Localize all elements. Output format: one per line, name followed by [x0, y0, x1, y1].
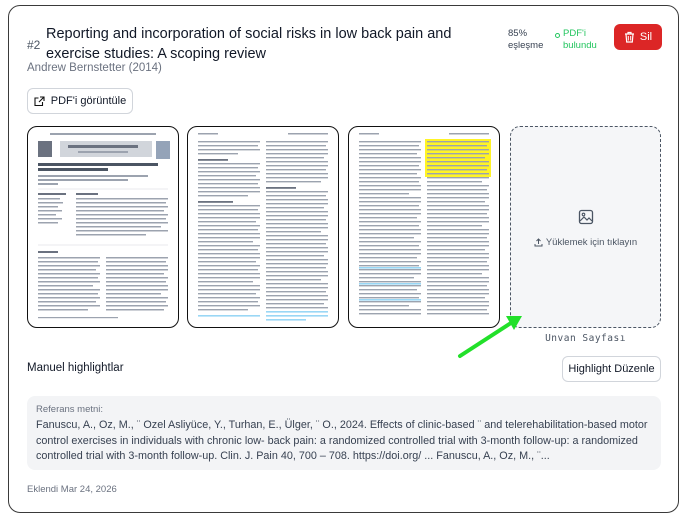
pdf-status-line1: PDF'i — [563, 28, 586, 39]
page-thumbnail-2[interactable] — [187, 126, 339, 328]
trash-icon — [624, 31, 635, 43]
reference-text-box — [27, 396, 661, 470]
page-thumbnail-3[interactable] — [348, 126, 500, 328]
added-date: Eklendi Mar 24, 2026 — [27, 484, 117, 495]
view-pdf-label: PDF'i görüntüle — [50, 95, 127, 107]
reference-label: Referans metni: — [36, 404, 104, 415]
external-link-icon — [34, 96, 45, 107]
image-icon — [578, 209, 594, 225]
reference-card — [8, 5, 679, 513]
match-percent: 85% — [508, 28, 528, 39]
upload-label: Yüklemek için tıklayın — [545, 237, 638, 248]
paper-title: Reporting and incorporation of social risks in low back pain and exercise studies: A scoping review — [46, 26, 452, 62]
upload-prompt — [511, 237, 660, 248]
cover-page-caption: Unvan Sayfası — [545, 333, 626, 344]
page-thumbnail-1[interactable] — [27, 126, 179, 328]
delete-label: Sil — [639, 31, 653, 43]
cover-page-upload[interactable] — [510, 126, 661, 328]
paper-author: Andrew Bernstetter (2014) — [27, 62, 162, 74]
edit-highlights-button[interactable]: Highlight Düzenle — [562, 356, 661, 382]
view-pdf-button[interactable] — [27, 88, 133, 114]
pdf-status-line2: bulundu — [563, 40, 597, 51]
match-score — [508, 28, 543, 52]
annotation-arrow-icon — [454, 306, 534, 366]
upload-icon — [534, 238, 543, 247]
reference-text: Fanuscu, A., Oz, M., ¨ Ozel Asliyüce, Y., Turhan, E., Ülger, ¨ O., 2024. Effects of clinic-based ¨ and telerehabilitation-based motor control exercises in individuals with chronic low- back pain: a randomized controlled trial with 3-month follow-up: a randomized controlled trial with 3-month follow-up. Clin. J. Pain 40, 700 – 708. https://doi.org/ ... Fanuscu, A., Oz, M., ¨... — [36, 419, 648, 462]
item-number: #2 — [27, 38, 41, 52]
delete-button[interactable] — [614, 24, 662, 50]
status-dot-icon — [555, 33, 560, 38]
highlights-title: Manuel highlightlar — [27, 362, 124, 374]
match-label: eşleşme — [508, 40, 544, 51]
pdf-status — [555, 28, 597, 52]
